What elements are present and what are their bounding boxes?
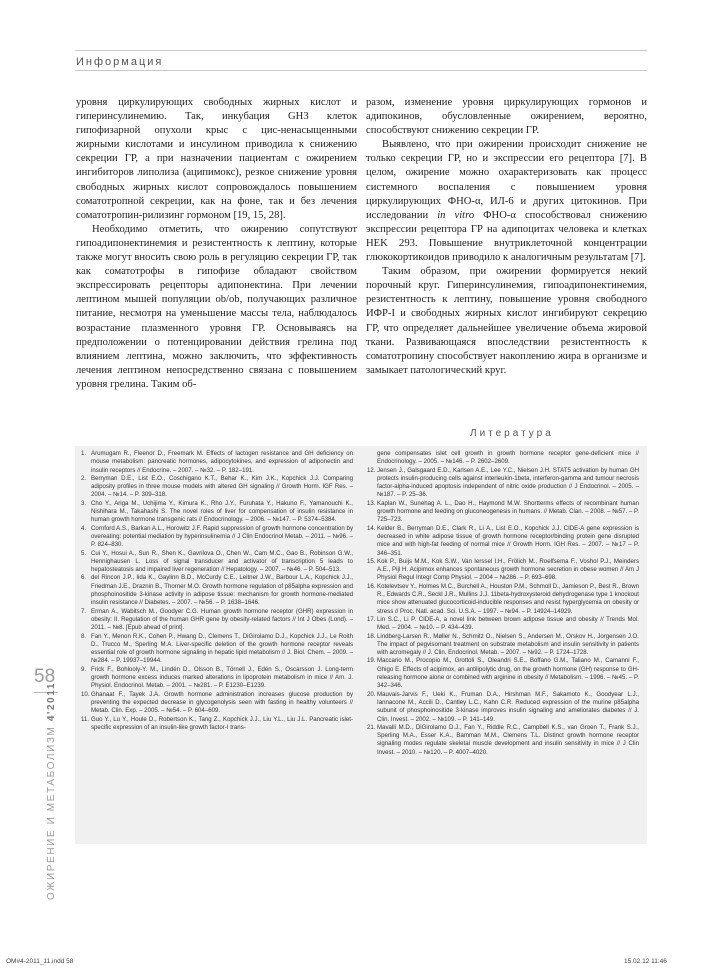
reference-item [81,450,353,475]
reference-text: Maccario M., Procopio M., Grottoli S., Oleandri S.E., Boffano G.M., Taliano M., Camanni F., Ghigo E. Effects of acipimox, an antilipolytic drug, on the growth hormone (GH) response to GH-releasing hormone alone or combined with arginine in obesity // Metabolism. – 1996. – №45. – P. 342–346. [377,657,639,690]
reference-number: 2. [81,474,87,482]
reference-text: Mauvais-Jarvis F., Ueki K., Fruman D.A., Hirshman M.F., Sakamoto K., Goodyear L.J., Iannacone M., Accili D., Cantley L.C., Kahn C.R. Reduced expression of the murine p85alpha subunit of phosphoinositide 3-kinase improves insulin signaling and ameliorates diabetes // J. Clin. Invest. – 2002. – №109. – P. 141–149. [377,690,639,723]
reference-item [367,633,639,658]
reference-number: 19. [367,657,376,665]
reference-text: Arumugam R., Fleenor D., Freemark M. Effects of lactogen resistance and GH deficiency on mouse metabolism: pancreatic hormones, adipocytokines, and expression of adiponectin and insulin receptors // Endocrine. – 2007. – №32. – P. 182–191. [91,450,353,474]
reference-text: Kok P., Buijs M.M., Kok S.W., Van Ierssel I.H., Frölich M., Roelfsema F., Voshol P.J., Meinders A.E., Pijl H. Acipimox enhances spontaneous growth hormone secretion in obese women // Am J Physiol Regul Integr Comp Physiol. – 2004 – №286. – P. 693–698. [377,557,639,582]
reference-item [81,574,353,607]
reference-text: Guo Y., Lu Y., Houle D., Robertson K., Tang Z., Kopchick J.J., Liu Y.L., Liu J.L. Pancreatic islet-specific expression of an insulin-like growth factor-I trans- [91,715,353,731]
reference-item [81,500,353,525]
reference-number: 13. [367,499,376,507]
references-column-right [367,450,639,757]
reference-number: 1. [81,450,87,457]
reference-number: 18. [367,632,376,640]
reference-item [367,525,639,558]
paragraph: Выявлено, что при ожирении происходит снижение не только секреции ГР, но и экспрессии его рецептора [7]. В целом, ожирение можно охарактеризовать как процесс системного воспаления с повышением уровня циркулирующих ФНО-α, ИЛ-6 и других цитокинов. При исследовании in vitro ФНО-α способствовал снижению экспрессии рецептора ГР на адипоцитах человека и клетках HEK 293. Повышение внутриклеточной концентрации глюкокортикоидов приводило к аналогичным результатам [7]. [366,139,647,264]
reference-number: 20. [367,690,376,698]
reference-item [81,608,353,633]
reference-text: Kotelevtsev Y., Holmes M.C., Burchell A., Houston P.M., Schmoll D., Jamieson P., Best R., Brown R., Edwards C.R., Seckl J.R., Mullins J.J. 11beta-hydroxysteroid dehydrogenase type 1 knockout mice show attenuated glucocorticoid-inducible responses and resist hyperglycemia on obesity or stress // Proc. Natl. acad. Sci. U.S.A. – 1997. – №94. – P. 14924–14929. [377,582,639,615]
reference-text: Erman A., Wabitsch M., Goodyer C.G. Human growth hormone receptor (GHR) expression in obesity: II. Regulation of the human GHR gene by obesity-related factors // Int J Obes (Lond). – 2011. – №8. [Epub ahead of print]. [91,607,353,632]
reference-number: 5. [81,549,87,557]
section-title: Информация [76,56,164,68]
reference-item [367,450,639,467]
reference-text: Jensen J., Galsgaard E.D., Karlsen A.E., Lee Y.C., Nielsen J.H. STAT5 activation by human GH protects insulin-producing cells against interleukin-1beta, interferon-gamma and tumour necrosis factor-alpha-induced apoptosis independent of nitric oxide production // J Endocrinol. – 2005. – №187. – P. 25–36. [377,466,639,499]
reference-text: Berryman D.E., List E.O., Coschigano K.T., Behar K., Kim J.K., Kopchick J.J. Comparing adiposity profiles in three mouse models with altered GH signaling // Growth Horm. IGF Res. – 2004. – №14. – P. 309–318. [91,474,353,499]
reference-text: Ghanaat F., Tayek J.A. Growth hormone administration increases glucose production by preventing the expected decrease in glycogenolysis seen with fasting in healthy volunteers // Metab. Clin. Exp. – 2005. – №54. – P. 604–609. [91,690,353,715]
journal-name-vertical: ОЖИРЕНИЕ И МЕТАБОЛИЗМ 4'2011 [46,681,57,900]
paragraph: Таким образом, при ожирении формируется некий порочный круг. Гиперинсулинемия, гипоадипонектинемия, резистентность к лептину, повышение уровня свободного ИФР-I и свободных жирных кислот ингибируют секрецию ГР, что определяет дальнейшее увеличение объема жировой ткани. Развивающаяся впоследствии резистентность к соматотропину способствует накоплению жира в организме и замыкает патологический круг. [366,266,647,376]
reference-number: 16. [367,582,376,590]
reference-text: Cui Y., Hosui A., Sun R., Shen K., Gavrilova O., Chen W., Cam M.C., Gao B., Robinson G.W., Hennighausen L. Loss of signal transducer and activator of transcription 5 leads to hepatosteatosis and impaired liver regeneration // Hepatology. – 2007. – №46. – P. 504–513. [91,549,353,574]
reference-item [367,558,639,583]
reference-text: Cornford A.S., Barkan A.L., Horowitz J.F. Rapid suppression of growth hormone concentration by overeating: potential mediation by hyperinsulinemia // J Clin Endocrinol Metab. – 2011. – №96. – P. 824–830. [91,524,353,549]
header-rule-top [75,50,647,51]
reference-text: gene compensates islet cell growth in growth hormone receptor gene-deficient mice // Endocrinology. – 2005. – №146. – P. 2602–2609. [377,450,639,466]
reference-item [81,666,353,691]
reference-item [81,525,353,550]
reference-number: 4. [81,524,87,532]
reference-text: Fan Y., Menon R.K., Cohen P., Hwang D., Clemens T., DiGirolamo D.J., Kopchick J.J., Le Roith D., Trucco M., Sperling M.A. Liver-specific deletion of the growth hormone receptor reveals essential role of growth hormone signaling in hepatic lipid metabolism // J. Biol. Chem. – 2009. – №284. – P. 19937–19944. [91,632,353,665]
paragraph: уровня циркулирующих свободных жирных кислот и гиперинсулинемию. Так, инкубация GH3 клеток гипофизарной опухоли крыс с цис-ненасыщенными жирными кислотами и инсулином приводила к снижению секреции ГР, а при назначении пациентам с ожирением ингибиторов липолиза (аципимокс), резкое снижение уровня свободных жирных кислот сопровождалось повышением соматотропной секреции, как на фоне, так и без лечения соматотропин-рилизинг гормоном [19, 15, 28]. [76,97,357,221]
page-number: 58 [34,666,56,687]
references-column-left [81,450,353,732]
reference-number: 10. [81,690,90,698]
reference-text: Lin S.C., Li P. CIDE-A, a novel link between brown adipose tissue and obesity // Trends Mol. Med. – 2004. – №10. – P. 434–439. [377,615,639,632]
reference-number: 8. [81,632,87,640]
body-column-left [76,96,357,392]
reference-number: 17. [367,615,376,623]
italic-term: in vitro [437,209,475,221]
reference-text: Kelder B., Berryman D.E., Clark R., Li A., List E.O., Kopchick J.J. CIDE-A gene expression is decreased in white adipose tissue of growth hormone receptor/binding protein gene disrupted mice and with high-fat feeding of normal mice // Growth Horm. IGH Res. – 2007. – №17 – P. 346–351. [377,524,639,557]
reference-item [81,691,353,716]
reference-item [81,716,353,733]
reference-number: 9. [81,665,87,673]
reference-item [367,500,639,525]
reference-number: 14. [367,524,376,532]
reference-item [367,467,639,500]
print-slug-file: OM#4-2011_11.indd 58 [6,958,74,965]
reference-number: 21. [367,723,376,731]
reference-text: Kaplan W., Sunehag A. L., Dao H., Haymond M.W. Shortterms effects of recombinant human growth hormone and feeding on gluconeogenesis in humans. // Metab. Clan. – 2008. – №57. – P. 725–723. [377,499,639,524]
reference-item [367,657,639,690]
reference-number [367,450,377,467]
print-slug-date: 15.02.12 11:46 [624,958,667,965]
reference-number: 3. [81,499,87,507]
reference-number: 7. [81,607,87,615]
reference-number: 11. [81,715,90,723]
reference-text: Frick F., Bohlooly-Y. M., Lindén D., Olsson B., Törnell J., Edén S., Oscarsson J. Long-term growth hormone excess induces marked alterations in lipoprotein metabolism in mice // Am. J. Physiol. Endocrinol. Metab. – 2001. – №281. – P. E1230–E1239. [91,665,353,690]
reference-item [367,583,639,616]
reference-number: 15. [367,557,376,565]
reference-item [367,616,639,633]
references-box [75,446,647,844]
reference-number: 12. [367,466,376,474]
literature-heading: Литература [470,428,554,439]
reference-number: 6. [81,574,87,582]
reference-text: del Rincon J.P., Iida K., Gaylinn B.D., McCurdy C.E., Leitner J.W., Barbour L.A., Kopchick J.J., Friedman J.E., Draznin B., Thorner M.O. Growth hormone regulation of p85alpha expression and phosphoinositide 3-kinase activity in adipose tissue: mechanism for growth hormone-mediated insulin resistance // Diabetes. – 2007. – №56. – P. 1638–1646. [91,574,353,607]
paragraph: Необходимо отметить, что ожирению сопутствуют гипоадипонектинемия и резистентность к лептину, которые также могут вносить свою роль в регуляцию секреции ГР, так как соматотрофы в гипофизе обладают свойством экспрессировать рецепторы адипонектина. При лечении лептином мышей популяции ob/ob, получающих различное питание, несмотря на уменьшение массы тела, наблюдалось возрастание плазменного уровня ГР. Основываясь на предположении о потенцировании действия грелина под влиянием лептина, можно заключить, что эффективность лечения лептином непосредственно связана с повышением уровня грелина. Таким об- [76,223,357,390]
reference-item [81,475,353,500]
reference-item [367,691,639,724]
reference-item [81,550,353,575]
reference-item [81,633,353,666]
reference-text: Cho Y., Ariga M., Uchijima Y., Kimura K., Rho J.Y., Furuhata Y., Hakuno F., Yamanouchi K., Nishihara M., Takahashi S. The novel roles of liver for compensation of insulin resistance in human growth hormone transgenic rats // Endocrinology. – 2006. – №147. – P. 5374–5384. [91,499,353,524]
header-rule-bottom [75,70,647,71]
reference-text: Mavalli M.D., DiGirolamo D.J., Fan Y., Riddle R.C., Campbell K.S., van Groen T., Frank S.J., Sperling M.A., Esser K.A., Bamman M.M., Clemens T.L. Distinct growth hormone receptor signaling modes regulate skeletal muscle development and insulin sensitivity in mice // J Clin Invest. – 2010. – №120. – P. 4007–4020. [377,723,639,756]
paragraph: разом, изменение уровня циркулирующих гормонов и адипокинов, обусловленные ожирением, вероятно, способствуют снижению секреции ГР. [366,97,647,137]
reference-text: Lindberg-Larsen R., Møller N., Schmitz O., Nielsen S., Andersen M., Orskov H., Jorgensen J.O. The impact of pegvisomant treatment on substrate metabolism and insulin sensitivity in patients with acromegaly // J. Clin. Endocrinol. Metab. – 2007. – №92. – P. 1724–1728. [377,632,639,657]
body-column-right [366,96,647,378]
reference-item [367,724,639,757]
